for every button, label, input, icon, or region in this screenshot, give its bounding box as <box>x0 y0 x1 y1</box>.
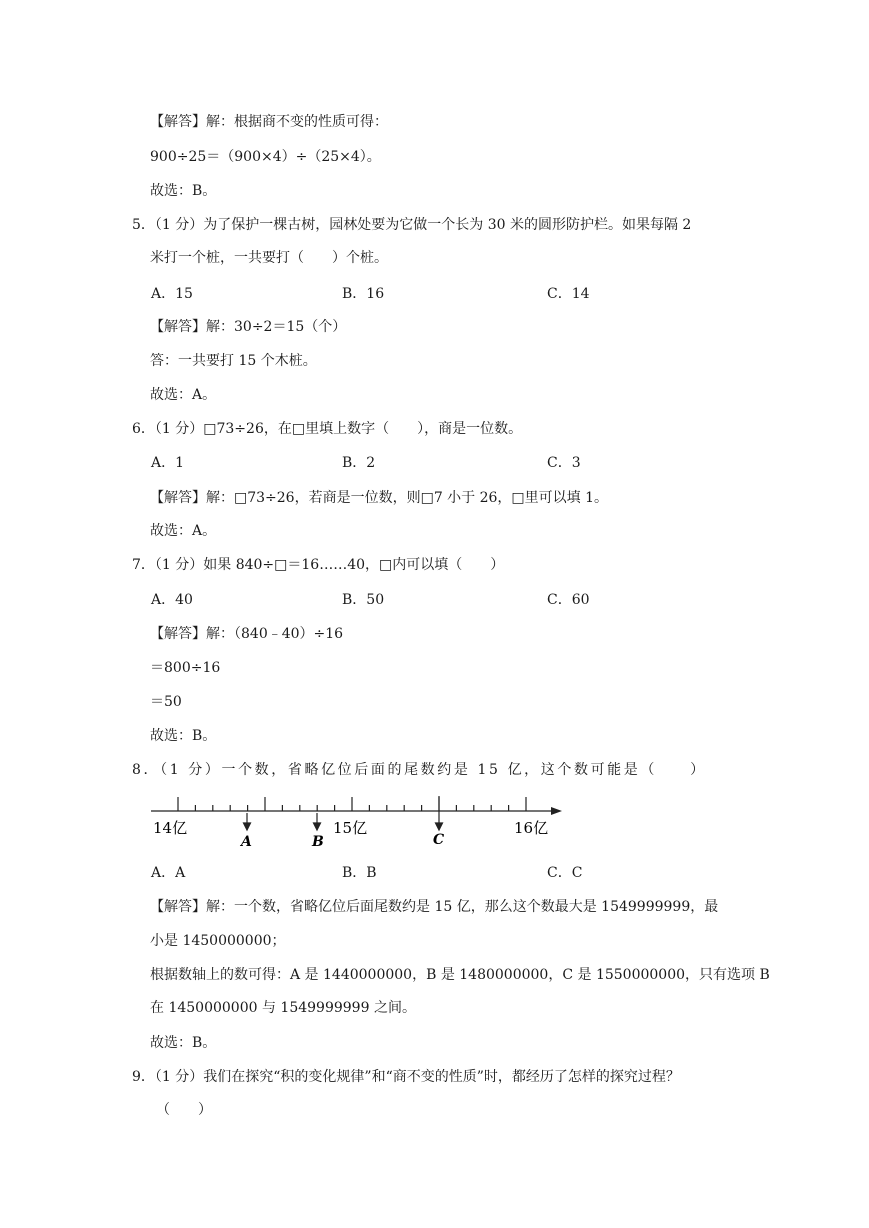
question-7-step-1: ＝800÷16 <box>150 660 221 676</box>
question-8-answer-3: 根据数轴上的数可得：A 是 1440000000，B 是 1480000000，C 是 1550000000，只有选项 B <box>150 967 770 983</box>
arrow-right-icon <box>551 807 562 815</box>
question-5-option-c: C．14 <box>547 286 590 302</box>
point-label-b: B <box>312 834 324 850</box>
arrow-down-icon <box>314 823 321 830</box>
question-5-option-b: B．16 <box>342 286 385 302</box>
question-5-stem-cont: 米打一个桩，一共要打（ ）个桩。 <box>150 250 388 266</box>
question-5-answer: 【解答】解：30÷2＝15（个） <box>150 319 347 335</box>
answer-equation: 900÷25＝（900×4）÷（25×4）。 <box>150 149 381 165</box>
arrow-down-icon <box>436 823 443 830</box>
question-8-choice: 故选：B。 <box>150 1035 217 1051</box>
question-7-answer: 【解答】解：（840﹣40）÷16 <box>150 626 344 642</box>
question-7-choice: 故选：B。 <box>150 728 217 744</box>
question-8-option-c: C．C <box>547 865 583 881</box>
question-6-choice: 故选：A。 <box>150 523 217 539</box>
answer-label: 【解答】解：根据商不变的性质可得： <box>150 114 388 130</box>
arrow-down-icon <box>244 823 251 830</box>
question-6-option-a: A．1 <box>151 455 185 471</box>
number-line-figure <box>148 786 568 852</box>
question-8-option-a: A．A <box>151 865 186 881</box>
answer-choice: 故选：B。 <box>150 183 217 199</box>
tick-label-15: 15亿 <box>333 819 368 837</box>
question-9-stem-cont: （ ） <box>156 1102 212 1118</box>
point-label-a: A <box>241 834 252 850</box>
question-5-stem: 5．（1 分）为了保护一棵古树，园林处要为它做一个长为 30 米的圆形防护栏。如果每隔 2 <box>132 217 692 233</box>
question-7-option-b: B．50 <box>342 592 385 608</box>
question-6-option-b: B．2 <box>342 455 376 471</box>
question-6-option-c: C．3 <box>547 455 581 471</box>
number-line-ticks <box>178 797 526 811</box>
question-6-stem: 6．（1 分）□73÷26，在□里填上数字（ ），商是一位数。 <box>132 421 523 437</box>
question-5-reply: 答：一共要打 15 个木桩。 <box>150 353 317 369</box>
question-5-choice: 故选：A。 <box>150 387 217 403</box>
question-8-option-b: B．B <box>342 865 377 881</box>
question-5-option-a: A．15 <box>151 286 193 302</box>
tick-label-14: 14亿 <box>153 819 188 837</box>
question-9-stem: 9．（1 分）我们在探究“积的变化规律”和“商不变的性质”时，都经历了怎样的探究过程？ <box>132 1069 680 1085</box>
question-7-step-2: ＝50 <box>150 694 182 710</box>
question-7-option-c: C．60 <box>547 592 590 608</box>
question-7-stem: 7．（1 分）如果 840÷□＝16……40，□内可以填（ ） <box>132 557 505 573</box>
question-8-answer-4: 在 1450000000 与 1549999999 之间。 <box>150 1000 416 1016</box>
question-8-stem: 8．（1 分）一个数，省略亿位后面的尾数约是 15 亿，这个数可能是（ ） <box>132 762 707 778</box>
question-7-option-a: A．40 <box>151 592 193 608</box>
tick-label-16: 16亿 <box>514 819 549 837</box>
question-6-answer: 【解答】解：□73÷26，若商是一位数，则□7 小于 26，□里可以填 1。 <box>150 490 609 506</box>
question-8-answer-1: 【解答】解：一个数，省略亿位后面尾数约是 15 亿，那么这个数最大是 1549999999，最 <box>150 899 719 915</box>
question-8-answer-2: 小是 1450000000； <box>150 933 286 949</box>
point-label-c: C <box>433 832 445 848</box>
